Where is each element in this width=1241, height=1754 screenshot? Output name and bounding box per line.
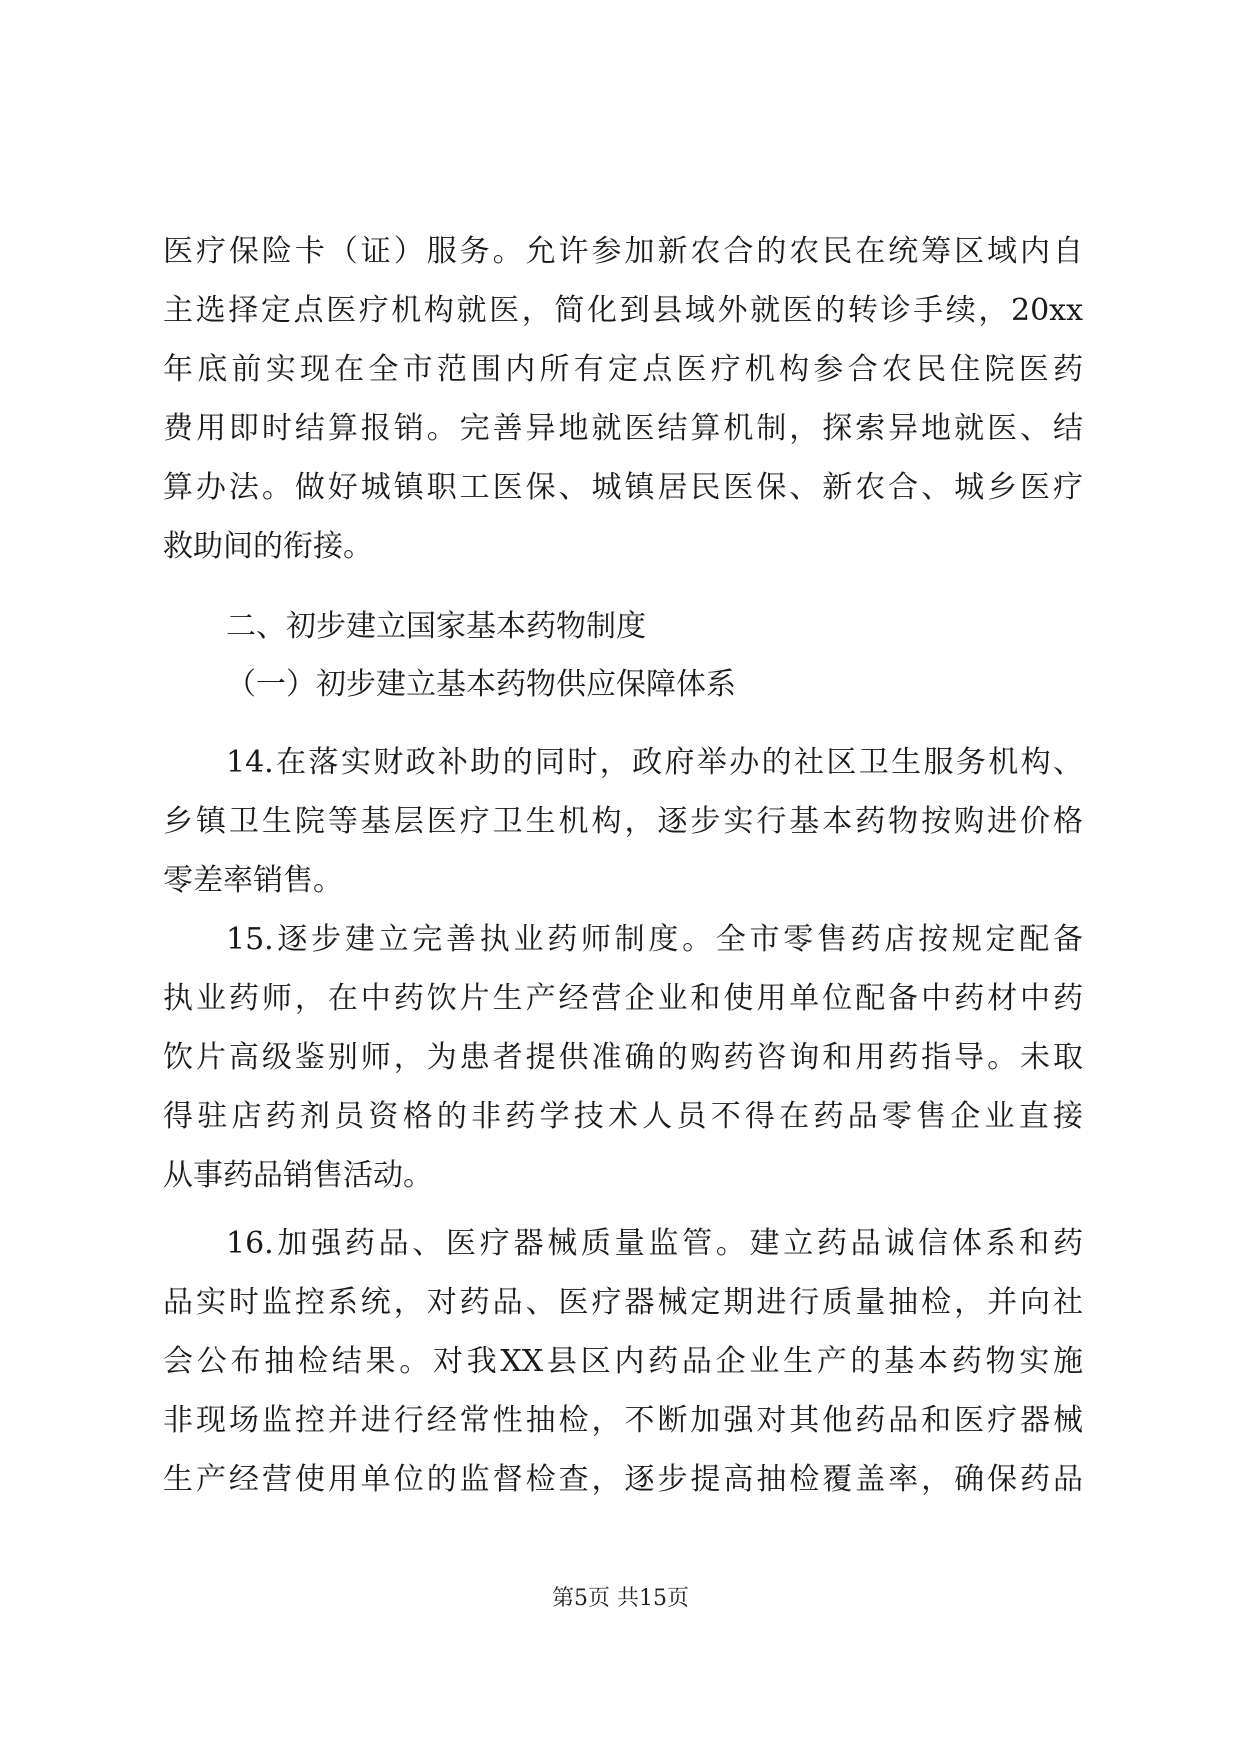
subsection-heading: （一）初步建立基本药物供应保障体系 bbox=[226, 667, 736, 702]
body-text-line: 品实时监控系统，对药品、医疗器械定期进行质量抽检，并向社 bbox=[163, 1285, 1083, 1320]
page-number-footer: 第5页 共15页 bbox=[552, 1586, 689, 1611]
body-text-line: 费用即时结算报销。完善异地就医结算机制，探索异地就医、结 bbox=[163, 411, 1083, 446]
body-text-line: 乡镇卫生院等基层医疗卫生机构，逐步实行基本药物按购进价格 bbox=[163, 804, 1083, 839]
body-text-line: 救助间的衔接。 bbox=[163, 529, 373, 564]
body-text-line: 执业药师，在中药饮片生产经营企业和使用单位配备中药材中药 bbox=[163, 981, 1083, 1016]
body-text-line: 得驻店药剂员资格的非药学技术人员不得在药品零售企业直接 bbox=[163, 1099, 1083, 1134]
body-text-line: 会公布抽检结果。对我XX县区内药品企业生产的基本药物实施 bbox=[163, 1344, 1083, 1379]
body-text-line: 年底前实现在全市范围内所有定点医疗机构参合农民住院医药 bbox=[163, 352, 1083, 387]
body-text-line: 算办法。做好城镇职工医保、城镇居民医保、新农合、城乡医疗 bbox=[163, 470, 1083, 505]
body-text-line: 生产经营使用单位的监督检查，逐步提高抽检覆盖率，确保药品 bbox=[163, 1462, 1083, 1497]
body-text-line: 零差率销售。 bbox=[163, 863, 343, 898]
body-text-line: 饮片高级鉴别师，为患者提供准确的购药咨询和用药指导。未取 bbox=[163, 1040, 1083, 1075]
body-text-line: 主选择定点医疗机构就医，简化到县域外就医的转诊手续，20xx bbox=[163, 293, 1083, 328]
body-text-line: 医疗保险卡（证）服务。允许参加新农合的农民在统筹区域内自 bbox=[163, 234, 1083, 269]
body-text-line: 15.逐步建立完善执业药师制度。全市零售药店按规定配备 bbox=[226, 922, 1083, 957]
body-text-line: 16.加强药品、医疗器械质量监管。建立药品诚信体系和药 bbox=[226, 1226, 1083, 1261]
section-heading: 二、初步建立国家基本药物制度 bbox=[226, 609, 646, 644]
body-text-line: 14.在落实财政补助的同时，政府举办的社区卫生服务机构、 bbox=[226, 745, 1083, 780]
body-text-line: 非现场监控并进行经常性抽检，不断加强对其他药品和医疗器械 bbox=[163, 1403, 1083, 1438]
body-text-line: 从事药品销售活动。 bbox=[163, 1158, 433, 1193]
